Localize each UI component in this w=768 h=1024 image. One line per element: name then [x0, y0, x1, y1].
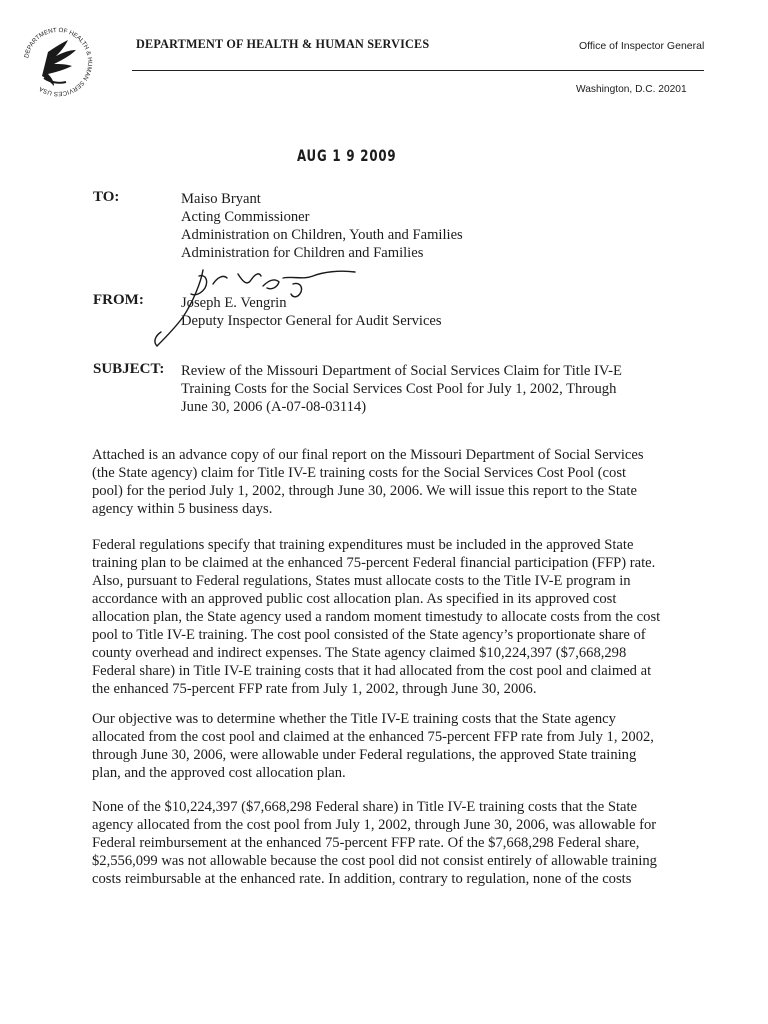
paragraph-line: plan, and the approved cost allocation plan. — [92, 765, 346, 781]
department-name: DEPARTMENT OF HEALTH & HUMAN SERVICES — [136, 37, 430, 51]
from-label: FROM: — [93, 292, 144, 308]
to-line: Maiso Bryant — [181, 191, 261, 207]
paragraph-line: (the State agency) claim for Title IV-E training costs for the Social Services Cost Pool (cost — [92, 465, 627, 481]
paragraph-line: allocated from the cost pool and claimed at the enhanced 75-percent FFP rate from July 1, 2002, — [92, 729, 654, 745]
subject-label: SUBJECT: — [93, 361, 165, 377]
seal-text: DEPARTMENT OF HEALTH & HUMAN SERVICES USA — [23, 26, 94, 98]
paragraph-line: Federal reimbursement at the enhanced 75-percent FFP rate. Of the $7,668,298 Federal share, — [92, 835, 640, 851]
date-stamp: AUG 1 9 2009 — [297, 146, 397, 165]
body-paragraph — [92, 446, 712, 518]
to-label: TO: — [93, 189, 120, 205]
letterhead-divider — [132, 70, 704, 71]
body-paragraph — [92, 536, 712, 698]
paragraph-line: through June 30, 2006, were allowable under Federal regulations, the approved State training — [92, 747, 637, 763]
paragraph-line: pool to Title IV-E training. The cost pool consisted of the State agency’s proportionate share of — [92, 627, 646, 643]
subject-line: Review of the Missouri Department of Social Services Claim for Title IV-E — [181, 363, 622, 379]
paragraph-line: allocation plan, the State agency used a random moment timestudy to allocate costs from the cost — [92, 609, 661, 625]
to-line: Administration on Children, Youth and Families — [181, 227, 463, 243]
body-paragraph — [92, 710, 712, 782]
body-paragraph — [92, 798, 712, 888]
paragraph-line: accordance with an approved public cost allocation plan. As specified in its approved cost — [92, 591, 617, 607]
paragraph-line: Also, pursuant to Federal regulations, States must allocate costs to the Title IV-E program in — [92, 573, 631, 589]
paragraph-line: Federal share) in Title IV-E training costs that it had allocated from the cost pool and claimed at — [92, 663, 652, 679]
paragraph-line: the enhanced 75-percent FFP rate from July 1, 2002, through June 30, 2006. — [92, 681, 537, 697]
paragraph-line: None of the $10,224,397 ($7,668,298 Federal share) in Title IV-E training costs that the State — [92, 799, 638, 815]
paragraph-line: agency within 5 business days. — [92, 501, 273, 517]
hhs-seal-logo — [18, 22, 98, 102]
subject-text — [181, 362, 701, 416]
svg-text:DEPARTMENT OF HEALTH & HUMAN S — [23, 27, 93, 97]
to-recipient-block — [181, 190, 463, 262]
from-line: Deputy Inspector General for Audit Services — [181, 313, 442, 329]
paragraph-line: Federal regulations specify that training expenditures must be included in the approved State — [92, 537, 634, 553]
paragraph-line: $2,556,099 was not allowable because the cost pool did not consist entirely of allowable training — [92, 853, 657, 869]
from-sender-block — [181, 294, 442, 330]
paragraph-line: costs reimbursable at the enhanced rate. In addition, contrary to regulation, none of the costs — [92, 871, 632, 887]
to-line: Acting Commissioner — [181, 209, 310, 225]
paragraph-line: Our objective was to determine whether the Title IV-E training costs that the State agency — [92, 711, 616, 727]
from-line: Joseph E. Vengrin — [181, 295, 287, 311]
paragraph-line: training plan to be claimed at the enhanced 75-percent Federal financial participation (FFP) rate. — [92, 555, 656, 571]
office-name: Office of Inspector General — [579, 40, 705, 52]
paragraph-line: agency allocated from the cost pool from July 1, 2002, through June 30, 2006, was allowable for — [92, 817, 657, 833]
paragraph-line: county overhead and indirect expenses. The State agency claimed $10,224,397 ($7,668,298 — [92, 645, 627, 661]
office-location: Washington, D.C. 20201 — [576, 84, 687, 95]
to-line: Administration for Children and Families — [181, 245, 424, 261]
paragraph-line: pool) for the period July 1, 2002, through June 30, 2006. We will issue this report to the State — [92, 483, 637, 499]
subject-line: June 30, 2006 (A-07-08-03114) — [181, 399, 367, 415]
subject-line: Training Costs for the Social Services Cost Pool for July 1, 2002, Through — [181, 381, 617, 397]
paragraph-line: Attached is an advance copy of our final report on the Missouri Department of Social Services — [92, 447, 644, 463]
